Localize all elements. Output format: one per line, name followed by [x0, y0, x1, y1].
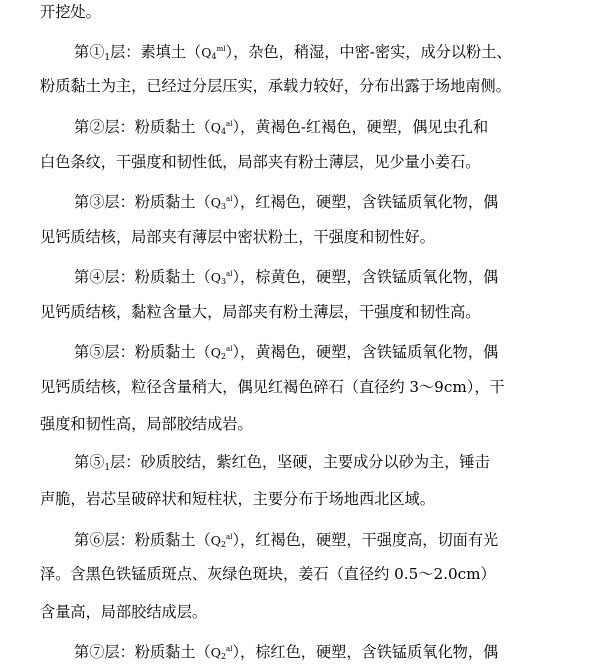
- line-text: 含量高，局部胶结成层。: [40, 603, 208, 621]
- line-text: 见钙质结核，局部夹有薄层中密状粉土，干强度和韧性好。: [40, 228, 435, 246]
- text-line: 第⑥层：粉质黏土$(Q2^{al})$，红褐色，硬塑，干强度高，切面有光: [74, 531, 499, 549]
- line-text: 粉质黏土为主，已经过分层压实，承载力较好，分布出露于场地南侧。: [40, 77, 511, 95]
- line-text: ，黄褐色，硬塑，含铁锰质氧化物，偶: [240, 343, 499, 361]
- geologic-age: $Q3^{al}$: [210, 195, 233, 211]
- layer-label: 第⑦层：粉质黏土: [74, 643, 196, 661]
- text-line: [40, 227, 435, 247]
- layer-label: 第②层：粉质黏土: [74, 118, 196, 136]
- line-text: ，棕黄色，硬塑，含铁锰质氧化物，偶: [240, 268, 499, 286]
- text-line: [40, 2, 101, 22]
- layer-label: 第⑤层：粉质黏土: [74, 343, 196, 361]
- line-text: 见钙质结核，粒径含量稍大，偶见红褐色碎石（直径约 3～9cm），干: [40, 378, 505, 396]
- text-line: [40, 76, 511, 96]
- layer-label: 第④层：粉质黏土: [74, 268, 196, 286]
- line-text: 层：素填土: [110, 43, 187, 61]
- geologic-age: $Q4^{ml}$: [201, 45, 226, 61]
- line-text: ，红褐色，硬塑，干强度高，切面有光: [240, 531, 499, 549]
- text-line: [40, 377, 505, 397]
- layer-label: 第⑤: [74, 453, 105, 471]
- text-line: 第③层：粉质黏土$(Q3^{al})$，红褐色，硬塑，含铁锰质氧化物，偶: [74, 193, 499, 211]
- text-line: [40, 152, 480, 172]
- text-line: [40, 564, 496, 584]
- text-line: 第⑦层：粉质黏土$(Q2^{al})$，棕红色，硬塑，含铁锰质氧化物，偶: [74, 643, 499, 661]
- layer-subscript: 1: [104, 53, 111, 63]
- geologic-age: $Q2^{al}$: [210, 345, 233, 361]
- layer-label: 第⑥层：粉质黏土: [74, 531, 196, 549]
- text-line: [40, 489, 435, 509]
- text-line: 第⑤层：粉质黏土$(Q2^{al})$，黄褐色，硬塑，含铁锰质氧化物，偶: [74, 343, 499, 361]
- line-text: 白色条纹，干强度和韧性低，局部夹有粉土薄层，见少量小姜石。: [40, 153, 481, 171]
- geologic-age: $Q2^{al}$: [210, 645, 233, 661]
- geologic-age: $Q2^{al}$: [210, 533, 233, 549]
- geologic-age: $Q4^{al}$: [210, 120, 233, 136]
- text-line: 第②层：粉质黏土$(Q4^{al})$，黄褐色-红褐色，硬塑，偶见虫孔和: [74, 118, 489, 136]
- line-text: 声脆，岩芯呈破碎状和短柱状，主要分布于场地西北区域。: [40, 490, 435, 508]
- line-text: 层：砂质胶结，紫红色，坚硬，主要成分以砂为主，锤击: [110, 453, 490, 471]
- line-text: ，杂色，稍湿，中密-密实，成分以粉土、: [233, 43, 512, 61]
- layer-label: 第③层：粉质黏土: [74, 193, 196, 211]
- layer-subscript: 1: [104, 463, 111, 473]
- line-text: 强度和韧性高，局部胶结成岩。: [40, 415, 253, 433]
- line-text: ，棕红色，硬塑，含铁锰质氧化物，偶: [240, 643, 499, 661]
- layer-label: 第①: [74, 43, 105, 61]
- line-text: 见钙质结核，黏粒含量大，局部夹有粉土薄层，干强度和韧性高。: [40, 303, 481, 321]
- text-line: [40, 302, 480, 322]
- line-text: ，黄褐色-红褐色，硬塑，偶见虫孔和: [240, 118, 489, 136]
- geologic-age: $Q3^{al}$: [210, 270, 233, 286]
- text-line: [40, 602, 207, 622]
- text-line: 第④层：粉质黏土$(Q3^{al})$，棕黄色，硬塑，含铁锰质氧化物，偶: [74, 268, 499, 286]
- line-text: 泽。含黑色铁锰质斑点、灰绿色斑块，姜石（直径约 0.5～2.0cm）: [40, 565, 496, 583]
- text-line: [74, 452, 490, 472]
- line-text: 开挖处。: [40, 3, 101, 21]
- line-text: ，红褐色，硬塑，含铁锰质氧化物，偶: [240, 193, 499, 211]
- text-line: [40, 414, 253, 434]
- text-line: 第$①_1$层：素填土$(Q4^{ml})$，杂色，稍湿，中密-密实，成分以粉土、: [74, 43, 512, 63]
